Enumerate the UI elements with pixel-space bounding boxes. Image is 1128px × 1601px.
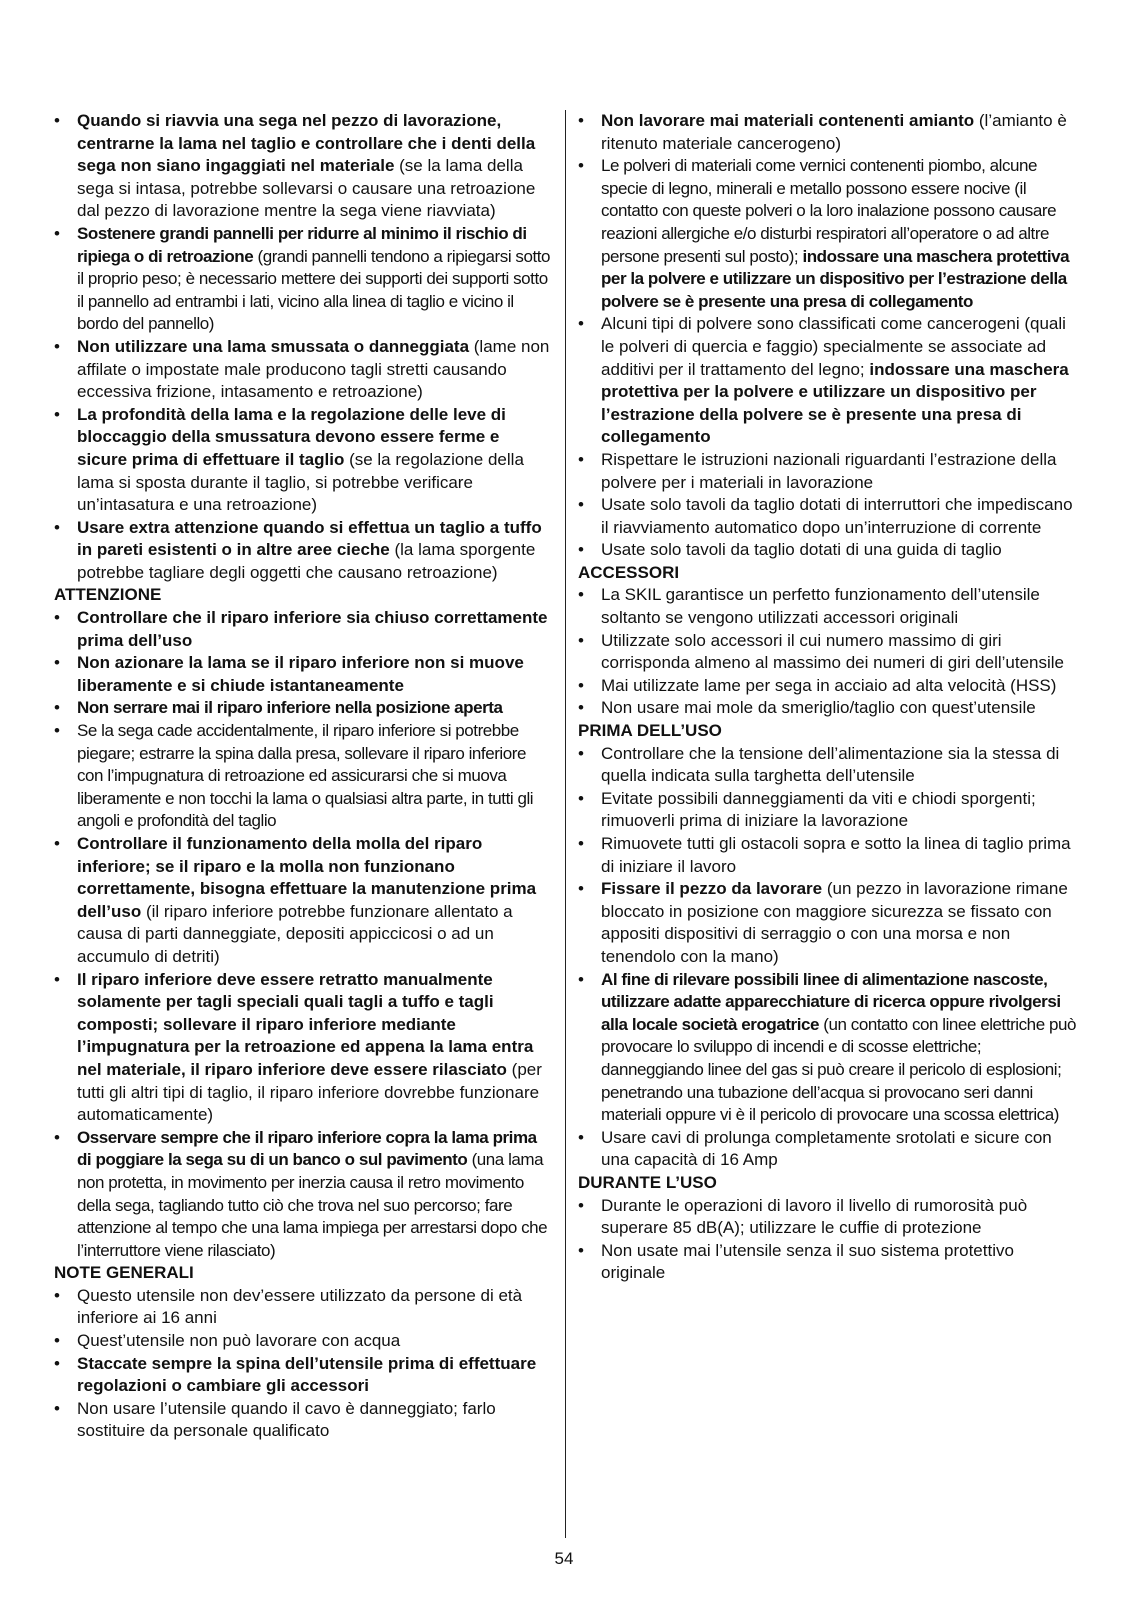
list-item (54, 833, 554, 969)
bold-text: Non utilizzare una lama smussata o danneggiata (77, 336, 470, 356)
item-text: Non usate mai l’utensile senza il suo sistema protettivo originale (601, 1240, 1014, 1283)
item-text: Rimuovete tutti gli ostacoli sopra e sotto la linea di taglio prima di iniziare il lavoro (601, 834, 1071, 876)
list-item (54, 1398, 554, 1443)
item-text: Non usare mai mole da smeriglio/taglio con quest’utensile (601, 698, 1036, 718)
bold-text: Quando si riavvia una sega nel pezzo di lavorazione, centrarne la lama nel taglio e controllare che i denti della sega non siano ingaggiati nel materiale (77, 111, 536, 176)
bold-text: Non lavorare mai materiali contenenti amianto (601, 111, 975, 130)
bold-text: indossare una maschera protettiva per la polvere e utilizzare un dispositivo per l’estrazione della polvere se è presente una presa di collegamento (601, 246, 1070, 311)
item-text: Mai utilizzate lame per sega in acciaio ad alta velocità (HSS) (601, 675, 1057, 695)
item-text: Usare cavi di prolunga completamente srotolati e sicure con una capacità di 16 Amp (601, 1127, 1052, 1170)
bullet-list (54, 607, 554, 1262)
list-item (54, 697, 554, 720)
bold-text: Staccate sempre la spina dell’utensile prima di effettuare regolazioni o cambiare gli accessori (77, 1353, 537, 1396)
list-item (578, 697, 1078, 720)
item-text: Evitate possibili danneggiamenti da viti e chiodi sporgenti; rimuoverli prima di iniziare la lavorazione (601, 788, 1036, 831)
right-column (578, 110, 1078, 1285)
list-item (578, 878, 1078, 968)
item-text: Le polveri di materiali come vernici contenenti piombo, alcune specie di legno, minerali e metallo possono essere nocive (il contatto con queste polveri o la loro inalazione possono causare reazioni allergiche e/o disturbi respiratori all’operatore o ad altre persone presenti sul posto); (601, 156, 1057, 266)
section-heading: NOTE GENERALI (54, 1263, 194, 1283)
bullet-list (578, 584, 1078, 720)
item-text: Usate solo tavoli da taglio dotati di una guida di taglio (601, 540, 1002, 560)
list-item (578, 313, 1078, 449)
list-item (54, 720, 554, 833)
item-text: (un contatto con linee elettriche può provocare lo sviluppo di incendi e di scosse elettriche; danneggiando linee del gas si può creare il pericolo di esplosioni; penetrando una tubazione dell’acqua si provocano seri danni materiali oppure vi è il pericolo di provocare una scossa elettrica) (601, 1014, 1076, 1125)
section-heading: ACCESSORI (578, 562, 680, 582)
list-item (54, 1285, 554, 1330)
item-text: (se la regolazione della lama si sposta durante il taglio, si potrebbe verificare un’intasatura e una retroazione) (77, 449, 524, 515)
item-text: La SKIL garantisce un perfetto funzionamento dell’utensile soltanto se vengono utilizzati accessori originali (601, 585, 1040, 628)
bold-text: Sostenere grandi pannelli per ridurre al minimo il rischio di ripiega o di retroazione (77, 223, 527, 266)
item-text: Utilizzate solo accessori il cui numero massimo di giri corrisponda almeno al massimo dei numeri di giri dell’utensile (601, 630, 1064, 673)
column-divider (565, 110, 566, 1538)
item-text: (un pezzo in lavorazione rimane bloccato in posizione con maggiore sicurezza se fissato con appositi dispositivi di serraggio o con una morsa e non tenendolo con la mano) (601, 879, 1068, 966)
item-text: (se la lama della sega si intasa, potrebbe sollevarsi o causare una retroazione dal pezzo di lavorazione mentre la sega viene riavviata) (77, 156, 536, 221)
bullet-list (578, 1195, 1078, 1285)
list-item (54, 336, 554, 404)
list-item (54, 652, 554, 697)
bold-text: Controllare il funzionamento della molla del riparo inferiore; se il riparo e la molla non funzionano correttamente, bisogna effettuare la manutenzione prima dell’uso (77, 834, 537, 921)
section-heading: DURANTE L’USO (578, 1172, 717, 1192)
item-text: Se la sega cade accidentalmente, il riparo inferiore si potrebbe piegare; estrarre la spina dalla presa, sollevare il riparo inferiore con l’impugnatura di retroazione ed assicurarsi che si muova liberamente e non tocchi la lama o qualsiasi altra parte, in tutti gli angoli e profondità del taglio (77, 721, 534, 831)
section-heading: ATTENZIONE (54, 585, 162, 605)
item-text: Questo utensile non dev’essere utilizzato da persone di età inferiore ai 16 anni (77, 1285, 523, 1328)
item-text: (una lama non protetta, in movimento per inerzia causa il retro movimento della sega, tagliando tutto ciò che trova nel suo percorso; fare attenzione al tempo che una lama impiega per arrestarsi dopo che l’interruttore viene rilasciato) (77, 1150, 548, 1260)
item-text: (l’amianto è ritenuto materiale cancerogeno) (601, 111, 1067, 153)
bullet-list (578, 743, 1078, 1172)
bold-text: Usare extra attenzione quando si effettua un taglio a tuffo in pareti esistenti o in altre aree cieche (77, 517, 542, 560)
list-item (578, 155, 1078, 313)
item-text: (grandi pannelli tendono a ripiegarsi sotto il proprio peso; è necessario mettere dei supporti dei supporti sotto il pannello ad entrambi i lati, vicino alla linea di taglio e vicino il bordo del pannello) (77, 246, 551, 334)
bold-text: Non serrare mai il riparo inferiore nella posizione aperta (77, 698, 503, 718)
list-item (578, 584, 1078, 629)
item-text: (la lama sporgente potrebbe tagliare degli oggetti che causano retroazione) (77, 540, 536, 582)
item-text: Controllare che la tensione dell’alimentazione sia la stessa di quella indicata sulla targhetta dell’utensile (601, 743, 1060, 786)
list-item (54, 1127, 554, 1263)
item-text: Durante le operazioni di lavoro il livello di rumorosità può superare 85 dB(A); utilizzare le cuffie di protezione (601, 1195, 1028, 1238)
list-item (54, 223, 554, 336)
bold-text: Fissare il pezzo da lavorare (601, 879, 823, 899)
list-item (578, 494, 1078, 539)
list-item (54, 969, 554, 1127)
list-item (54, 607, 554, 652)
list-item (578, 539, 1078, 562)
list-item (578, 743, 1078, 788)
bold-text: Osservare sempre che il riparo inferiore copra la lama prima di poggiare la sega su di un banco o sul pavimento (77, 1127, 537, 1170)
bullet-list (54, 110, 554, 584)
list-item (54, 1353, 554, 1398)
page-number: 54 (554, 1549, 574, 1568)
item-text: Rispettare le istruzioni nazionali riguardanti l’estrazione della polvere per i materiali in lavorazione (601, 449, 1057, 492)
list-item (578, 110, 1078, 155)
list-item (578, 1127, 1078, 1172)
bold-text: Non azionare la lama se il riparo inferiore non si muove liberamente e si chiude istantaneamente (77, 653, 524, 695)
item-text: Alcuni tipi di polvere sono classificati come cancerogeni (quali le polveri di quercia e faggio) specialmente se associate ad additivi per il trattamento del legno; (601, 314, 1066, 379)
list-item (54, 404, 554, 517)
bold-text: Il riparo inferiore deve essere retratto manualmente solamente per tagli speciali quali tagli a tuffo e tagli composti; sollevare il riparo inferiore mediante l’impugnatura per la retroazione ed appena la lama entra nel materiale, il riparo inferiore deve essere rilasciato (77, 969, 534, 1079)
item-text: (lame non affilate o impostate male producono tagli stretti causando eccessiva frizione, intasamento e retroazione) (77, 336, 550, 402)
list-item (578, 1240, 1078, 1285)
bold-text: Al fine di rilevare possibili linee di alimentazione nascoste, utilizzare adatte apparecchiature di ricerca oppure rivolgersi alla locale società erogatrice (601, 969, 1061, 1034)
list-item (578, 788, 1078, 833)
bullet-list (54, 1285, 554, 1443)
bold-text: Controllare che il riparo inferiore sia chiuso correttamente prima dell’uso (77, 608, 548, 650)
item-text: (il riparo inferiore potrebbe funzionare allentato a causa di parti danneggiate, depositi appiccicosi o ad un accumulo di detriti) (77, 901, 513, 966)
list-item (578, 833, 1078, 878)
list-item (54, 1330, 554, 1353)
bold-text: La profondità della lama e la regolazione delle leve di bloccaggio della smussatura devono essere ferme e sicure prima di effettuare il taglio (77, 404, 506, 469)
list-item (578, 1195, 1078, 1240)
list-item (578, 969, 1078, 1127)
list-item (54, 110, 554, 223)
bullet-list (578, 110, 1078, 562)
item-text: Usate solo tavoli da taglio dotati di interruttori che impediscano il riavviamento automatico dopo un’interruzione di corrente (601, 495, 1073, 537)
item-text: Non usare l’utensile quando il cavo è danneggiato; farlo sostituire da personale qualificato (77, 1398, 496, 1441)
item-text: (per tutti gli altri tipi di taglio, il riparo inferiore dovrebbe funzionare automaticamente) (77, 1059, 542, 1125)
list-item (578, 449, 1078, 494)
left-column (54, 110, 554, 1443)
item-text: Quest’utensile non può lavorare con acqua (77, 1331, 401, 1351)
list-item (54, 517, 554, 585)
section-heading: PRIMA DELL’USO (578, 721, 722, 741)
bold-text: indossare una maschera protettiva per la polvere e utilizzare un dispositivo per l’estrazione della polvere se è presente una presa di collegamento (601, 359, 1069, 447)
list-item (578, 675, 1078, 698)
list-item (578, 630, 1078, 675)
